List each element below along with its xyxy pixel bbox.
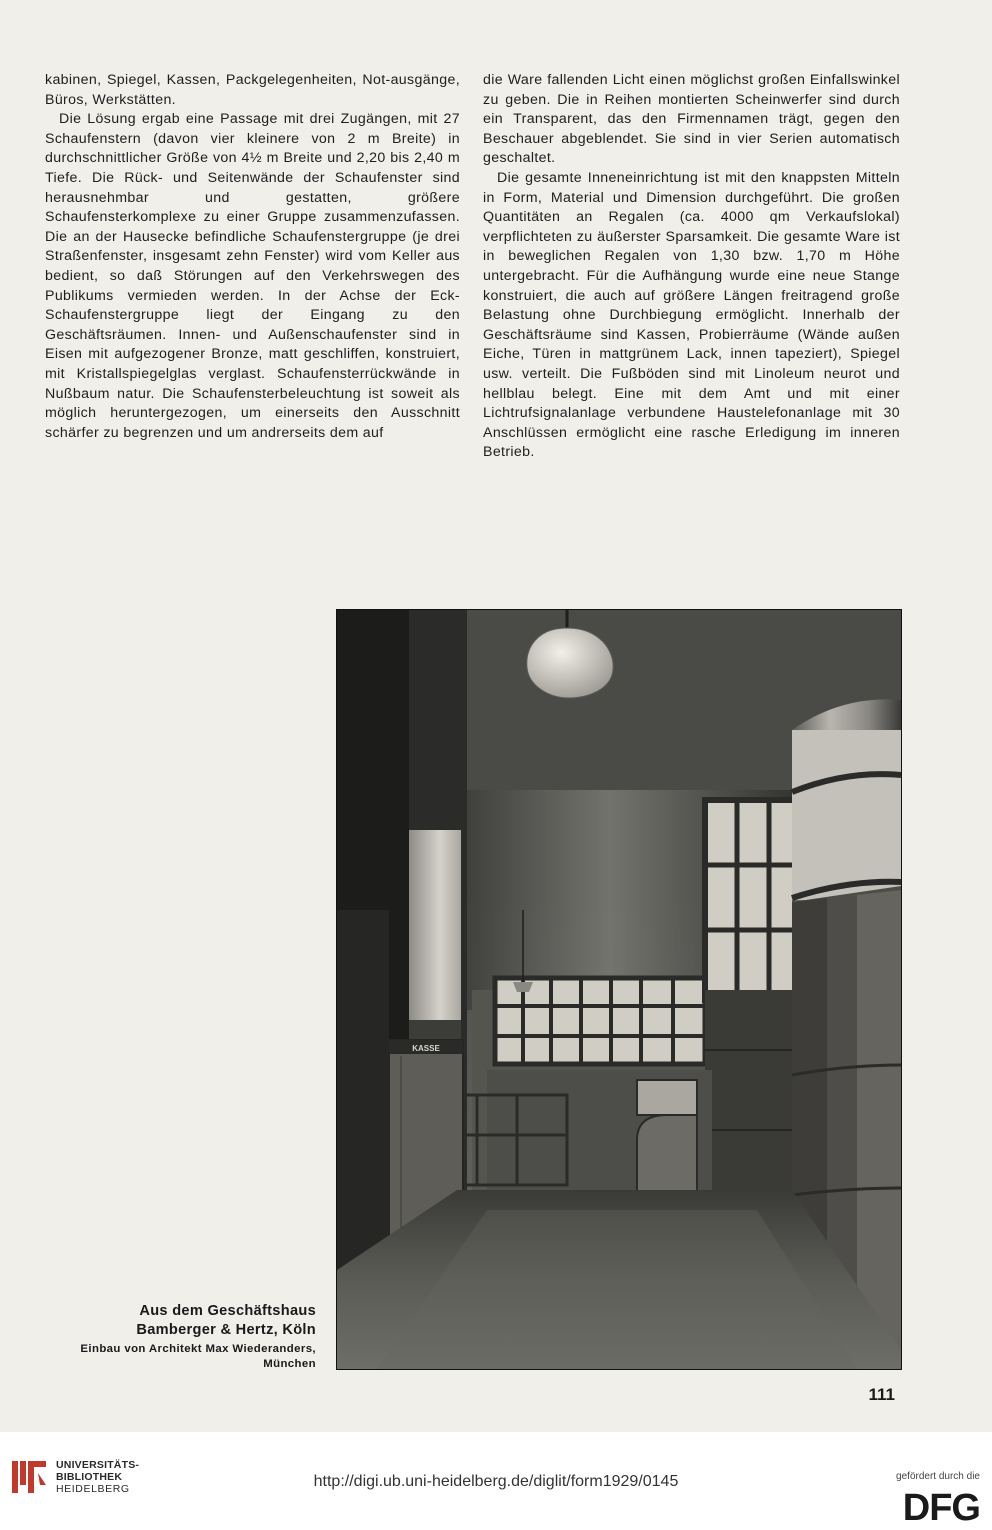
right-paragraph-1: die Ware fallenden Licht einen möglichst großen Einfallswinkel zu geben. Die in Reihen montierten Scheinwerfer sind durch ein Transparent, das den Firmennamen trägt, gegen den Beschauer abgeblendet. Sie sind in vier Serien automatisch geschaltet.	[483, 72, 900, 167]
library-name-line-1: UNIVERSITÄTS-	[56, 1459, 140, 1471]
caption-line-1: Aus dem Geschäftshaus	[139, 1303, 316, 1319]
left-paragraph-2: Die Lösung ergab eine Passage mit drei Zugängen, mit 27 Schaufenstern (davon vier kleinere von 2 m Breite) in durchschnittlicher Größe von 4½ m Breite und 2,20 bis 2,40 m Tiefe. Die Rück- und Seitenwände der Schaufenster sind herausnehmbar und gestatten, größere Schaufensterkomplexe zu einer Gruppe zusammenzufassen. Die an der Hausecke befindliche Schaufenstergruppe (je drei Straßenfenster, insgesamt zehn Fenster) wird vom Keller aus bedient, so daß Störungen auf den Verkehrswegen des Publikums vermieden werden. In der Achse der Eck-Schaufenstergruppe liegt der Eingang zu den Geschäftsräumen. Innen- und Außenschaufenster sind in Eisen mit aufgezogener Bronze, matt geschliffen, konstruiert, mit Kristallspiegelglas verglast. Schaufensterrückwände in Nußbaum natur. Die Schaufensterbeleuchtung ist soweit als möglich heruntergezogen, um einerseits den Ausschnitt schärfer zu begrenzen und um andrerseits dem auf	[45, 111, 460, 441]
caption-line-3: Einbau von Architekt Max Wiederanders,	[80, 1343, 316, 1355]
left-text-column	[45, 71, 460, 443]
right-text-column	[483, 71, 900, 463]
caption-line-4: München	[263, 1358, 316, 1370]
library-name-line-2: BIBLIOTHEK	[56, 1471, 123, 1483]
photo-caption	[20, 1302, 316, 1372]
left-paragraph-1: kabinen, Spiegel, Kassen, Packgelegenheiten, Not-ausgänge, Büros, Werkstätten.	[45, 72, 460, 108]
funded-by-label: gefördert durch die	[896, 1471, 980, 1482]
interior-photograph	[336, 609, 902, 1370]
interior-photograph-drawing	[337, 610, 901, 1369]
source-url-link[interactable]: http://digi.ub.uni-heidelberg.de/diglit/form1929/0145	[313, 1473, 679, 1490]
caption-line-2: Bamberger & Hertz, Köln	[136, 1322, 316, 1338]
page-number: 111	[868, 1385, 895, 1404]
kasse-sign: KASSE	[412, 1044, 440, 1053]
dfg-logo: DFG	[902, 1487, 980, 1529]
library-name-line-3: HEIDELBERG	[56, 1483, 130, 1495]
right-paragraph-2: Die gesamte Inneneinrichtung ist mit den knappsten Mitteln in Form, Material und Dimension durchgeführt. Die großen Quantitäten an Regalen (ca. 4000 qm Verkaufslokal) verpflichteten zu äußerster Sparsamkeit. Die gesamte Ware ist in beweglichen Regalen von 1,30 bzw. 1,70 m Höhe untergebracht. Für die Aufhängung wurde eine neue Stange konstruiert, die auch auf größere Längen freitragend große Belastung ohne Durchbiegung ermöglicht. Innerhalb der Geschäftsräume sind Kassen, Probierräume (Wände außen Eiche, Türen in mattgrünem Lack, innen tapeziert), Spiegel usw. verteilt. Die Fußböden sind mit Linoleum neurot und hellblau belegt. Eine mit dem Amt und mit einer Lichtrufsignalanlage verbundene Haustelefonanlage mit 30 Anschlüssen ermöglicht eine rasche Erledigung im inneren Betrieb.	[483, 169, 900, 461]
